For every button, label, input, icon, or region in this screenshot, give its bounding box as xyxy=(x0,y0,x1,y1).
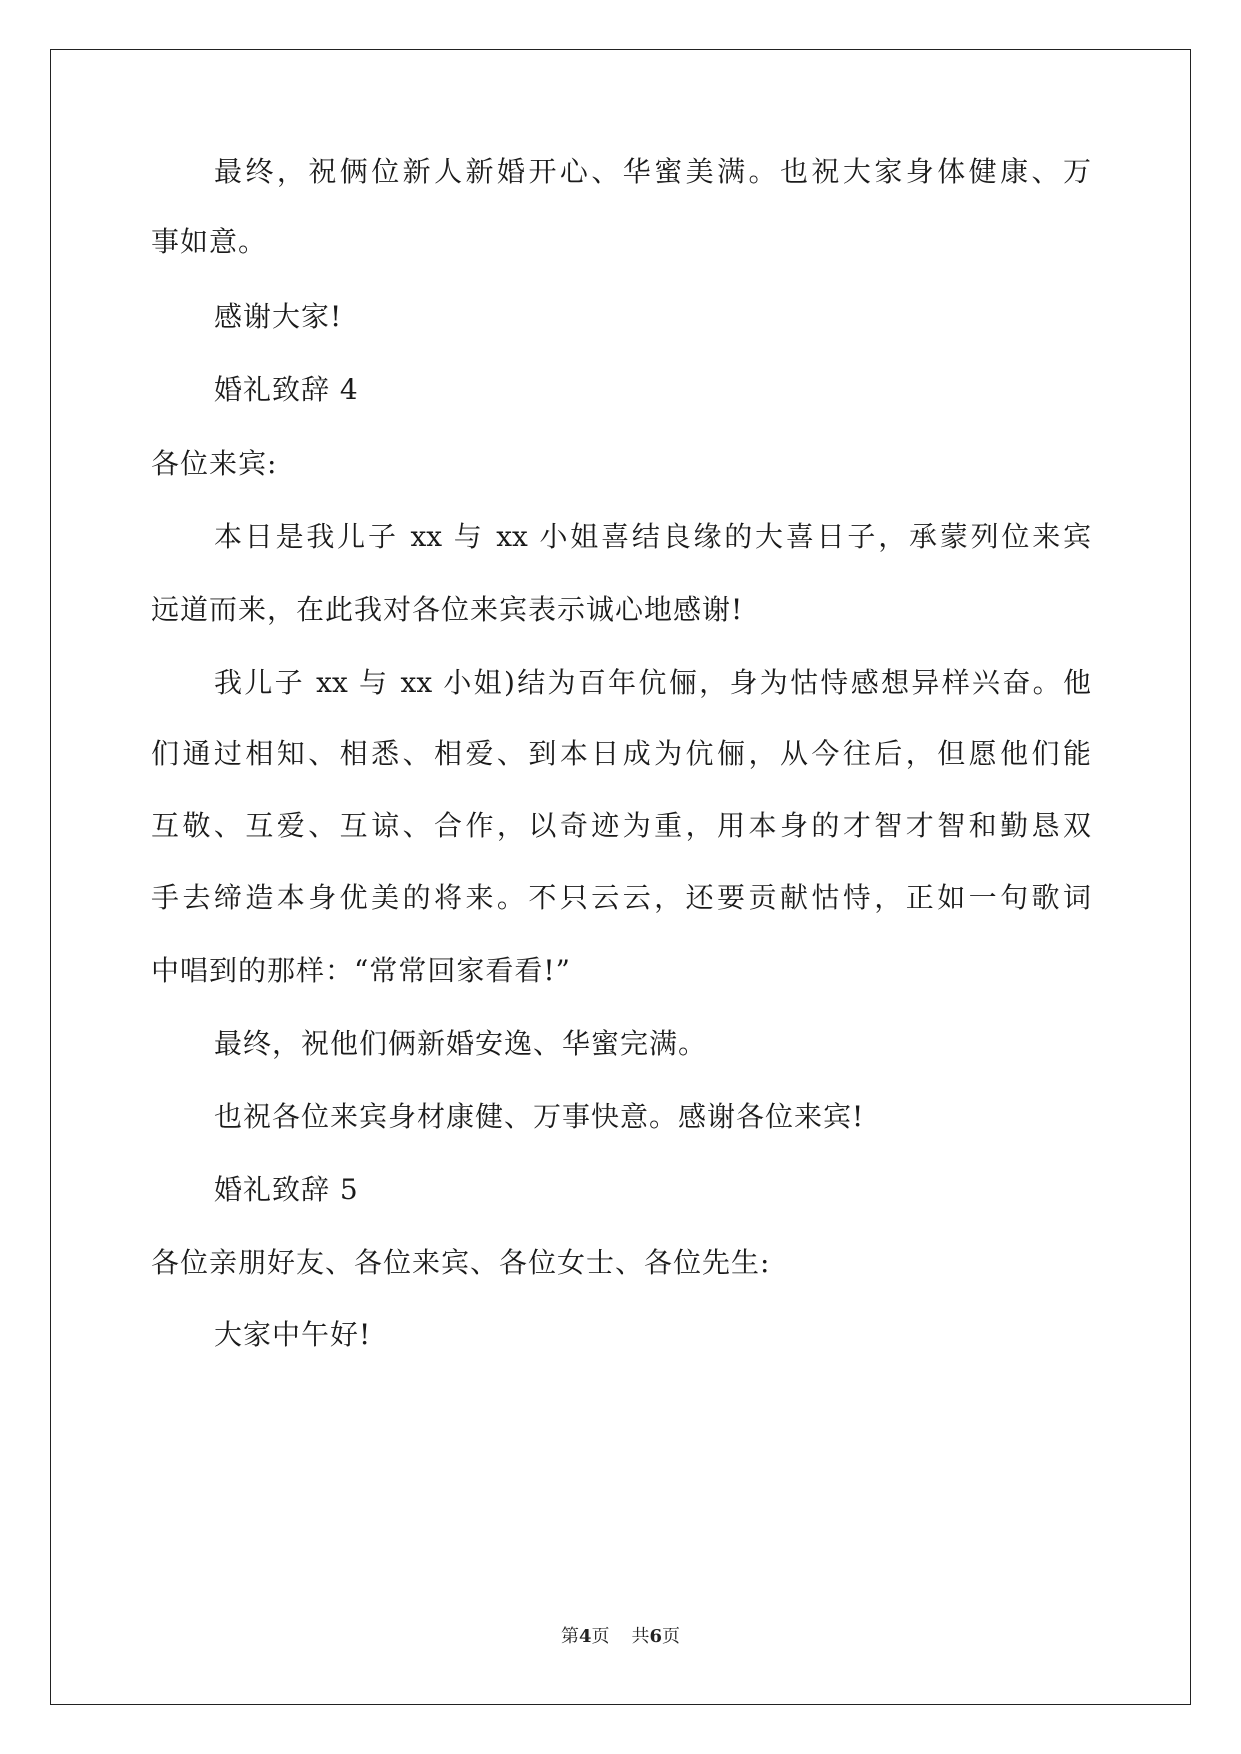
paragraph-line: 大家中午好! xyxy=(214,1318,372,1351)
footer-page-total: 6 xyxy=(649,1626,663,1647)
paragraph-line: 远道而来，在此我对各位来宾表示诚心地感谢! xyxy=(151,593,744,626)
footer-total-prefix: 共 xyxy=(631,1626,650,1647)
paragraph-line: 最终，祝俩位新人新婚开心、华蜜美满。也祝大家身体健康、万 xyxy=(214,155,1091,188)
paragraph-line: 我儿子 xx 与 xx 小姐)结为百年伉俪，身为怙恃感想异样兴奋。他 xyxy=(214,666,1091,699)
paragraph-line: 互敬、互爱、互谅、合作，以奇迹为重，用本身的才智才智和勤恳双 xyxy=(151,809,1091,842)
paragraph-line: 也祝各位来宾身材康健、万事快意。感谢各位来宾! xyxy=(214,1100,865,1133)
paragraph-line: 们通过相知、相悉、相爱、到本日成为伉俪，从今往后，但愿他们能 xyxy=(151,737,1091,770)
paragraph-line: 事如意。 xyxy=(151,225,268,258)
paragraph-line: 中唱到的那样：“常常回家看看!” xyxy=(151,954,571,987)
salutation: 各位来宾: xyxy=(151,447,278,480)
footer-page-suffix: 页 xyxy=(591,1626,610,1647)
salutation: 各位亲朋好友、各位来宾、各位女士、各位先生: xyxy=(151,1246,771,1279)
paragraph-line: 感谢大家! xyxy=(214,300,343,333)
paragraph-line: 手去缔造本身优美的将来。不只云云，还要贡献怙恃，正如一句歌词 xyxy=(151,881,1091,914)
paragraph-line: 本日是我儿子 xx 与 xx 小姐喜结良缘的大喜日子，承蒙列位来宾 xyxy=(214,520,1091,553)
section-heading: 婚礼致辞 5 xyxy=(214,1173,359,1206)
paragraph-line: 最终，祝他们俩新婚安逸、华蜜完满。 xyxy=(214,1027,708,1060)
page-footer xyxy=(0,1625,1241,1649)
footer-total-suffix: 页 xyxy=(662,1626,681,1647)
footer-page-prefix: 第 xyxy=(560,1626,579,1647)
footer-page-current: 4 xyxy=(578,1626,592,1647)
section-heading: 婚礼致辞 4 xyxy=(214,373,359,406)
